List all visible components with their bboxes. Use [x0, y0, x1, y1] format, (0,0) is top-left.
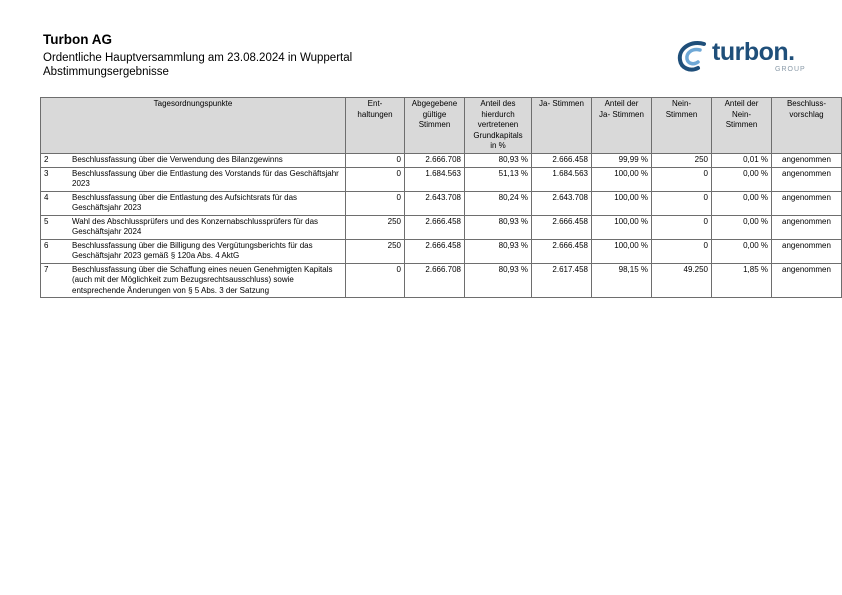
share-capital-cell: 80,93 %: [465, 263, 532, 298]
results-title: Abstimmungsergebnisse: [43, 65, 169, 78]
agenda-item: Beschlussfassung über die Billigung des Vergütungsberichts für das Geschäftsjahr 2023 gemäß § 120a Abs. 4 AktG: [69, 239, 346, 263]
table-row: [41, 215, 842, 239]
header-proposal: Beschluss- vorschlag: [772, 98, 842, 154]
no-votes-cell: 0: [652, 239, 712, 263]
no-votes-cell: 0: [652, 215, 712, 239]
no-share-cell: 0,01 %: [712, 154, 772, 168]
yes-share-cell: 100,00 %: [592, 191, 652, 215]
no-share-cell: 1,85 %: [712, 263, 772, 298]
yes-share-cell: 100,00 %: [592, 239, 652, 263]
agenda-item: Beschlussfassung über die Entlastung des Aufsichtsrats für das Geschäftsjahr 2023: [69, 191, 346, 215]
header-no-votes: Nein- Stimmen: [652, 98, 712, 154]
abstentions-cell: 0: [346, 191, 405, 215]
result-cell: angenommen: [772, 154, 842, 168]
agenda-number: 4: [41, 191, 70, 215]
valid-votes-cell: 2.666.708: [405, 263, 465, 298]
document-subtitle: [43, 52, 352, 79]
share-capital-cell: 80,93 %: [465, 239, 532, 263]
agenda-number: 6: [41, 239, 70, 263]
yes-share-cell: 99,99 %: [592, 154, 652, 168]
agenda-number: 3: [41, 167, 70, 191]
yes-votes-cell: 2.643.708: [532, 191, 592, 215]
agenda-item: Beschlussfassung über die Entlastung des Vorstands für das Geschäftsjahr 2023: [69, 167, 346, 191]
meeting-title: Ordentliche Hauptversammlung am 23.08.2024 in Wuppertal: [43, 52, 353, 64]
logo-wordmark: turbon.: [712, 38, 795, 66]
header-yes-votes: Ja- Stimmen: [532, 98, 592, 154]
valid-votes-cell: 2.666.458: [405, 239, 465, 263]
share-capital-cell: 80,93 %: [465, 154, 532, 168]
abstentions-cell: 250: [346, 239, 405, 263]
agenda-item: Beschlussfassung über die Schaffung eines neuen Genehmigten Kapitals (auch mit der Möglichkeit zum Bezugsrechtsausschluss) sowie entsprechende Änderungen von § 5 Abs. 3 der Satzung: [69, 263, 346, 298]
share-capital-cell: 80,93 %: [465, 215, 532, 239]
turbon-logo: [674, 36, 814, 78]
abstentions-cell: 0: [346, 263, 405, 298]
yes-votes-cell: 2.666.458: [532, 215, 592, 239]
header-valid-votes: Abgegebene gültige Stimmen: [405, 98, 465, 154]
share-capital-cell: 51,13 %: [465, 167, 532, 191]
share-capital-cell: 80,24 %: [465, 191, 532, 215]
no-votes-cell: 250: [652, 154, 712, 168]
voting-results-table: [40, 97, 842, 298]
yes-votes-cell: 2.666.458: [532, 239, 592, 263]
header-yes-share: Anteil der Ja- Stimmen: [592, 98, 652, 154]
header-abstentions: Ent- haltungen: [346, 98, 405, 154]
yes-votes-cell: 2.666.458: [532, 154, 592, 168]
yes-share-cell: 100,00 %: [592, 215, 652, 239]
result-cell: angenommen: [772, 167, 842, 191]
company-name: Turbon AG: [43, 32, 112, 47]
no-share-cell: 0,00 %: [712, 191, 772, 215]
header-agenda: Tagesordnungspunkte: [41, 98, 346, 154]
abstentions-cell: 250: [346, 215, 405, 239]
abstentions-cell: 0: [346, 154, 405, 168]
agenda-item: Wahl des Abschlussprüfers und des Konzernabschlussprüfers für das Geschäftsjahr 2024: [69, 215, 346, 239]
yes-share-cell: 100,00 %: [592, 167, 652, 191]
agenda-number: 7: [41, 263, 70, 298]
no-votes-cell: 0: [652, 191, 712, 215]
table-row: [41, 191, 842, 215]
no-votes-cell: 0: [652, 167, 712, 191]
result-cell: angenommen: [772, 191, 842, 215]
agenda-number: 2: [41, 154, 70, 168]
valid-votes-cell: 2.643.708: [405, 191, 465, 215]
no-share-cell: 0,00 %: [712, 215, 772, 239]
valid-votes-cell: 2.666.708: [405, 154, 465, 168]
table-row: [41, 167, 842, 191]
table-row: [41, 263, 842, 298]
yes-votes-cell: 1.684.563: [532, 167, 592, 191]
no-share-cell: 0,00 %: [712, 167, 772, 191]
no-votes-cell: 49.250: [652, 263, 712, 298]
logo-group-label: GROUP: [775, 66, 806, 73]
result-cell: angenommen: [772, 239, 842, 263]
yes-share-cell: 98,15 %: [592, 263, 652, 298]
table-header-row: [41, 98, 842, 154]
agenda-item: Beschlussfassung über die Verwendung des Bilanzgewinns: [69, 154, 346, 168]
result-cell: angenommen: [772, 215, 842, 239]
yes-votes-cell: 2.617.458: [532, 263, 592, 298]
table-row: [41, 154, 842, 168]
header-share-capital: Anteil des hierdurch vertretenen Grundkapitals in %: [465, 98, 532, 154]
no-share-cell: 0,00 %: [712, 239, 772, 263]
abstentions-cell: 0: [346, 167, 405, 191]
header-no-share: Anteil der Nein- Stimmen: [712, 98, 772, 154]
valid-votes-cell: 1.684.563: [405, 167, 465, 191]
table-row: [41, 239, 842, 263]
agenda-number: 5: [41, 215, 70, 239]
turbon-swirl-icon: [674, 38, 710, 74]
result-cell: angenommen: [772, 263, 842, 298]
valid-votes-cell: 2.666.458: [405, 215, 465, 239]
